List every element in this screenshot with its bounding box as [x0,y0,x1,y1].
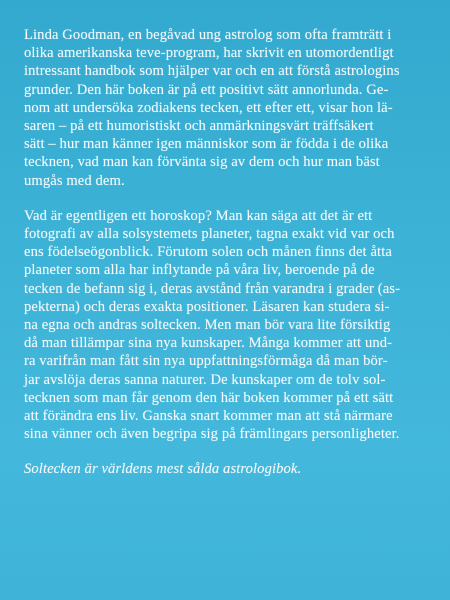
back-cover-text [24,26,434,479]
horoscope-paragraph: Vad är egentligen ett horoskop? Man kan säga att det är ett fotografi av alla solsystemets planeter, tagna exakt vid var och ens födelseögonblick. Förutom solen och månen finns det åtta planeter som alla har inflytande på våra liv, beroende på de tecken de befann sig i, deras avstånd från varandra i grader (as- pekterna) och deras exakta positioner. Läsaren kan studera si- na egna och andras soltecken. Men man bör vara lite försiktig då man tillämpar sina nya kunskaper. Många kommer att und- ra varifrån man fått sin nya uppfattningsförmåga då man bör- jar avslöja deras sanna naturer. De kunskaper om de tolv sol- tecknen som man får genom den här boken kommer på ett sätt att förändra ens liv. Ganska snart kommer man att stå närmare sina vänner och även begripa sig på främlingars personligheter. [24,207,401,443]
tagline: Soltecken är världens mest sålda astrologibok. [24,461,302,478]
intro-paragraph: Linda Goodman, en begåvad ung astrolog som ofta framträtt i olika amerikanska teve-program, har skrivit en utomordentligt intressant handbok som hjälper var och en att förstå astrologins grunder. Den här boken är på ett positivt sätt annorlunda. Ge- nom att undersöka zodiakens tecken, ett efter ett, visar hon lä- saren – på ett humoristiskt och anmärkningsvärt träffsäkert sätt – hur man känner igen människor som är födda i de olika tecknen, vad man kan förvänta sig av dem och hur man bäst umgås med dem. [24,27,400,189]
